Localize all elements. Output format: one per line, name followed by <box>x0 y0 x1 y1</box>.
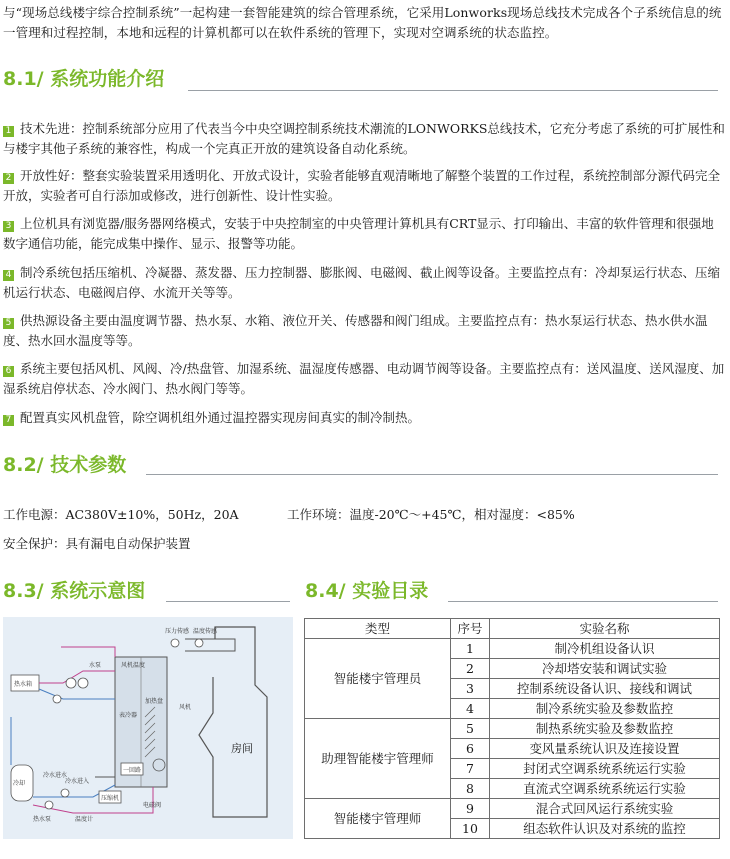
diagram-label: 压力传感 <box>165 628 190 635</box>
diagram-label: 电磁阀 <box>143 802 162 809</box>
table-row <box>305 639 720 659</box>
header-number: 序号 <box>451 619 490 639</box>
diagram-label: 加热盘 <box>145 698 164 705</box>
number-cell: 2 <box>451 659 490 679</box>
pump-icon <box>53 695 61 703</box>
feature-item <box>3 263 725 302</box>
diagram-label: 风机温度 <box>121 662 146 669</box>
name-cell: 制冷系统实验及参数监控 <box>490 699 720 719</box>
feature-item <box>3 311 725 350</box>
feature-text: 系统主要包括风机、风阀、冷/热盘管、加湿系统、温湿度传感器、电动调节阀等设备。主要监控点有：送风温度、送风湿度、加湿系统启停状态、冷水阀门、热水阀门等等。 <box>3 361 725 396</box>
section-title-specs: 8.2/ 技术参数 <box>3 454 127 476</box>
number-cell: 10 <box>451 819 490 839</box>
name-cell: 封闭式空调系统系统运行实验 <box>490 759 720 779</box>
spec-power: 工作电源：AC380V±10%，50Hz，20A <box>3 507 239 522</box>
diagram-label: 冷水进入 <box>65 778 90 785</box>
feature-number: 2 <box>3 173 14 184</box>
number-cell: 1 <box>451 639 490 659</box>
diagram-label: 风机 <box>179 704 192 711</box>
name-cell: 制热系统实验及参数监控 <box>490 719 720 739</box>
gauge-icon <box>61 789 69 797</box>
diagram-label: 温度传感 <box>193 628 218 635</box>
feature-text: 供热源设备主要由温度调节器、热水泵、水箱、液位开关、传感器和阀门组成。主要监控点有：热水泵运行状态、热水供水温度、热水回水温度等等。 <box>3 313 708 348</box>
number-cell: 5 <box>451 719 490 739</box>
table-row <box>305 799 720 819</box>
diagram-label: 冷却 <box>13 780 26 787</box>
diagram-label: 热水泵 <box>33 816 52 823</box>
section-title-diagram: 8.3/ 系统示意图 <box>3 580 146 602</box>
feature-number: 6 <box>3 366 14 377</box>
section-rule <box>166 601 290 602</box>
diagram-label: 水泵 <box>89 662 102 669</box>
name-cell: 制冷机组设备认识 <box>490 639 720 659</box>
feature-number: 3 <box>3 221 14 232</box>
number-cell: 3 <box>451 679 490 699</box>
feature-item <box>3 166 725 205</box>
feature-text: 制冷系统包括压缩机、冷凝器、蒸发器、压力控制器、膨胀阀、电磁阀、截止阀等设备。主要监控点有：冷却泵运行状态、压缩机运行状态、电磁阀启停、水流开关等等。 <box>3 265 721 300</box>
feature-text: 技术先进：控制系统部分应用了代表当今中央空调控制系统技术潮流的LONWORKS总线技术，它充分考虑了系统的可扩展性和与楼宇其他子系统的兼容性，构成一个完真正开放的建筑设备自动化系统。 <box>3 121 725 156</box>
feature-item <box>3 408 725 428</box>
gauge-icon <box>66 678 76 688</box>
diagram-label: 热水箱 <box>14 681 33 688</box>
number-cell: 8 <box>451 779 490 799</box>
intro-paragraph: 与“现场总线楼宇综合控制系统”一起构建一套智能建筑的综合管理系统，它采用Lonworks现场总线技术完成各个子系统信息的统一管理和过程控制，本地和远程的计算机都可以在软件系统的管理下，实现对空调系统的状态监控。 <box>3 5 722 40</box>
diagram-label: 压缩机 <box>101 795 120 802</box>
number-cell: 9 <box>451 799 490 819</box>
feature-item <box>3 359 725 398</box>
feature-text: 上位机具有浏览器/服务器网络模式，安装于中央控制室的中央管理计算机具有CRT显示、打印输出、丰富的软件管理和很强地数字通信功能，能完成集中操作、显示、报警等功能。 <box>3 216 714 251</box>
section-rule <box>146 474 718 475</box>
number-cell: 6 <box>451 739 490 759</box>
feature-item <box>3 214 725 253</box>
header-name: 实验名称 <box>490 619 720 639</box>
type-cell: 智能楼宇管理员 <box>305 639 451 719</box>
feature-number: 7 <box>3 415 14 426</box>
section-title-experiments: 8.4/ 实验目录 <box>305 580 429 602</box>
gauge-icon <box>171 639 179 647</box>
diagram-label: 一回路 <box>123 767 142 774</box>
feature-text: 开放性好：整套实验装置采用透明化、开放式设计，实验者能够直观清晰地了解整个装置的工作过程，系统控制部分源代码完全开放，实验者可自行添加或修改，进行创新性、设计性实验。 <box>3 168 721 203</box>
name-cell: 直流式空调系统系统运行实验 <box>490 779 720 799</box>
feature-number: 4 <box>3 270 14 281</box>
gauge-icon <box>195 639 203 647</box>
name-cell: 变风量系统认识及连接设置 <box>490 739 720 759</box>
experiment-table <box>304 618 720 839</box>
room-label: 房间 <box>231 742 253 755</box>
number-cell: 7 <box>451 759 490 779</box>
feature-item <box>3 119 725 158</box>
name-cell: 组态软件认识及对系统的监控 <box>490 819 720 839</box>
spec-safety: 安全保护：具有漏电自动保护装置 <box>3 536 191 551</box>
number-cell: 4 <box>451 699 490 719</box>
section-rule <box>188 90 718 91</box>
header-type: 类型 <box>305 619 451 639</box>
type-cell: 智能楼宇管理师 <box>305 799 451 839</box>
name-cell: 冷却塔安装和调试实验 <box>490 659 720 679</box>
name-cell: 控制系统设备认识、接线和调试 <box>490 679 720 699</box>
feature-text: 配置真实风机盘管，除空调机组外通过温控器实现房间真实的制冷制热。 <box>20 410 421 425</box>
section-title-functions: 8.1/ 系统功能介绍 <box>3 68 165 90</box>
section-rule <box>448 601 718 602</box>
gauge-icon <box>78 678 88 688</box>
feature-number: 5 <box>3 318 14 329</box>
spec-environment: 工作环境：温度-20℃～+45℃，相对湿度：<85% <box>287 507 575 522</box>
feature-number: 1 <box>3 126 14 137</box>
diagram-label: 冷水进水 <box>43 772 68 779</box>
pump-icon <box>45 801 53 809</box>
type-cell: 助理智能楼宇管理师 <box>305 719 451 799</box>
name-cell: 混合式回风运行系统实验 <box>490 799 720 819</box>
diagram-label: 表冷器 <box>119 712 138 719</box>
system-diagram <box>3 617 293 839</box>
table-row <box>305 719 720 739</box>
diagram-label: 温度计 <box>75 816 94 823</box>
table-header-row <box>305 619 720 639</box>
